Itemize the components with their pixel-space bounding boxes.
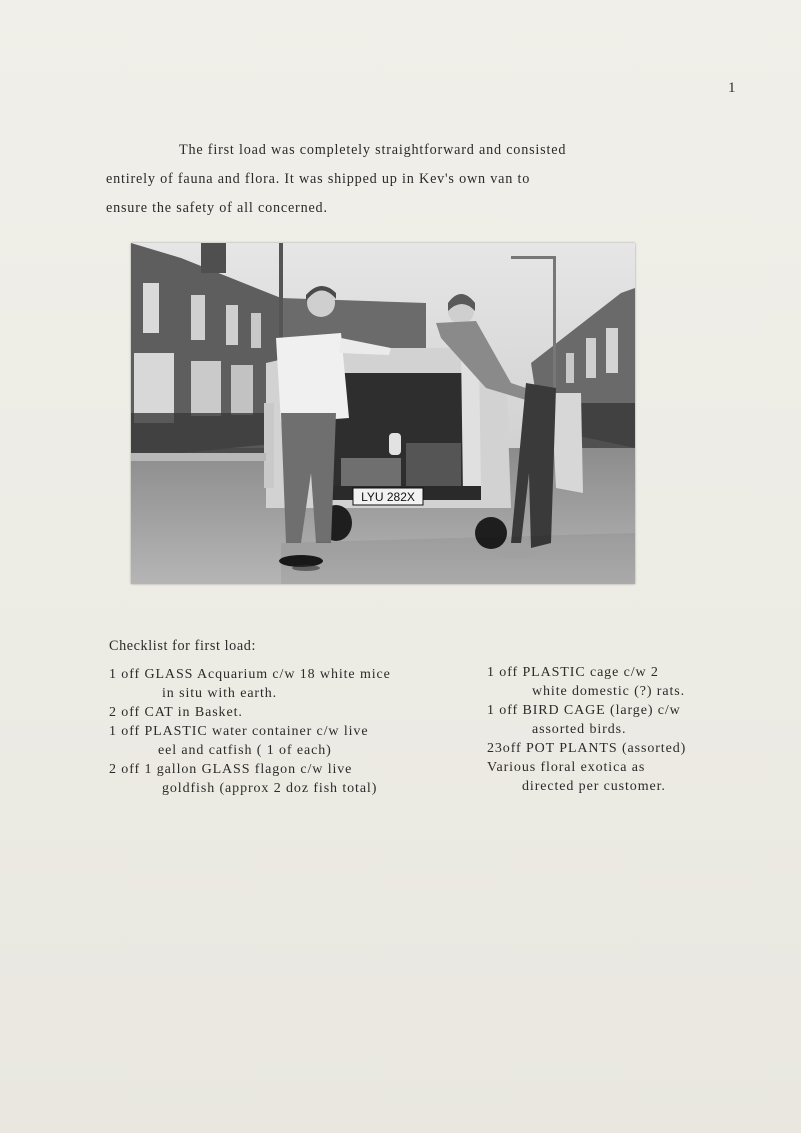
checklist-line: assorted birds. xyxy=(532,722,627,737)
checklist-item xyxy=(109,703,479,722)
checklist-item xyxy=(109,722,479,760)
number-plate: LYU 282X xyxy=(361,490,415,504)
checklist-title: Checklist for first load: xyxy=(109,638,256,654)
checklist-line: in situ with earth. xyxy=(162,686,278,701)
intro-paragraph xyxy=(106,136,706,223)
checklist-line: directed per customer. xyxy=(522,779,666,794)
intro-line: entirely of fauna and flora. It was shipped up in Kev's own van to xyxy=(106,171,531,187)
checklist-item xyxy=(109,760,479,798)
checklist-line: 2 off 1 gallon GLASS flagon c/w live xyxy=(109,762,353,777)
checklist-item xyxy=(487,739,777,758)
checklist-item xyxy=(109,665,479,703)
checklist-right-column xyxy=(487,663,777,796)
checklist-left-column xyxy=(109,665,479,798)
checklist-line: goldfish (approx 2 doz fish total) xyxy=(162,781,378,796)
checklist-line: 2 off CAT in Basket. xyxy=(109,705,243,720)
van-photograph xyxy=(131,243,635,584)
checklist-item xyxy=(487,663,777,701)
checklist-line: 1 off PLASTIC cage c/w 2 xyxy=(487,665,659,680)
checklist-item xyxy=(487,758,777,796)
checklist-line: 1 off PLASTIC water container c/w live xyxy=(109,724,369,739)
page-number: 1 xyxy=(728,80,736,96)
checklist-line: Various floral exotica as xyxy=(487,760,646,775)
checklist-line: eel and catfish ( 1 of each) xyxy=(158,743,332,758)
intro-line: The first load was completely straightforward and consisted xyxy=(179,142,567,158)
checklist-item xyxy=(487,701,777,739)
intro-line: ensure the safety of all concerned. xyxy=(106,200,328,216)
checklist-line: 23off POT PLANTS (assorted) xyxy=(487,741,687,756)
checklist-line: white domestic (?) rats. xyxy=(532,684,686,699)
checklist-line: 1 off BIRD CAGE (large) c/w xyxy=(487,703,681,718)
checklist-line: 1 off GLASS Acquarium c/w 18 white mice xyxy=(109,667,391,682)
